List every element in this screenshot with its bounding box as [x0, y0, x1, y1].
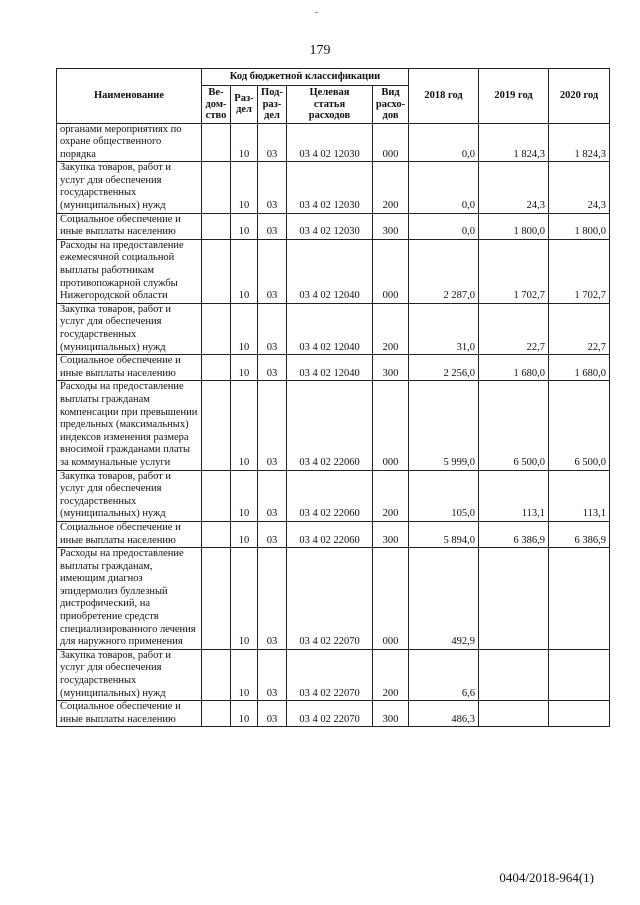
- table-row: [57, 381, 610, 470]
- row-razdel-cell: 10: [231, 649, 258, 700]
- row-target-article-cell: 03 4 02 22060: [287, 521, 373, 547]
- row-2019-cell: 1 824,3: [479, 123, 549, 162]
- row-razdel-cell: 10: [231, 303, 258, 354]
- row-vedomstvo-cell: [202, 701, 231, 727]
- row-2020-cell: 113,1: [549, 470, 610, 521]
- row-2019-cell: [479, 649, 549, 700]
- row-2018-cell: 31,0: [409, 303, 479, 354]
- row-2018-cell: 5 894,0: [409, 521, 479, 547]
- row-podrazdel-cell: 03: [258, 381, 287, 470]
- row-name-cell: Социальное обеспечение и иные выплаты населению: [57, 355, 202, 381]
- row-name-cell: Социальное обеспечение и иные выплаты населению: [57, 213, 202, 239]
- header-2018: 2018 год: [409, 69, 479, 124]
- row-2018-cell: 2 287,0: [409, 239, 479, 303]
- header-vedomstvo: Ве- дом- ство: [202, 86, 231, 124]
- row-2019-cell: 1 702,7: [479, 239, 549, 303]
- row-2018-cell: 0,0: [409, 213, 479, 239]
- row-name-cell: Закупка товаров, работ и услуг для обеспечения государственных (муниципальных) нужд: [57, 470, 202, 521]
- row-expense-type-cell: 000: [373, 239, 409, 303]
- row-vedomstvo-cell: [202, 470, 231, 521]
- row-vedomstvo-cell: [202, 649, 231, 700]
- row-vedomstvo-cell: [202, 548, 231, 650]
- header-razdel: Раз- дел: [231, 86, 258, 124]
- row-razdel-cell: 10: [231, 701, 258, 727]
- row-target-article-cell: 03 4 02 22060: [287, 470, 373, 521]
- row-2020-cell: 22,7: [549, 303, 610, 354]
- row-expense-type-cell: 200: [373, 303, 409, 354]
- row-name-cell: Расходы на предоставление выплаты гражданам компенсации при превышении предельных (максимальных) индексов изменения размера вносимой гражданами платы за коммунальные услуги: [57, 381, 202, 470]
- row-podrazdel-cell: 03: [258, 303, 287, 354]
- row-razdel-cell: 10: [231, 355, 258, 381]
- row-2018-cell: 105,0: [409, 470, 479, 521]
- header-2020: 2020 год: [549, 69, 610, 124]
- table-header: [57, 69, 610, 124]
- row-podrazdel-cell: 03: [258, 470, 287, 521]
- row-vedomstvo-cell: [202, 162, 231, 213]
- row-podrazdel-cell: 03: [258, 123, 287, 162]
- row-podrazdel-cell: 03: [258, 213, 287, 239]
- row-target-article-cell: 03 4 02 12040: [287, 239, 373, 303]
- row-target-article-cell: 03 4 02 12040: [287, 355, 373, 381]
- row-2020-cell: 6 500,0: [549, 381, 610, 470]
- header-budget-classification: Код бюджетной классификации: [202, 69, 409, 86]
- table-row: [57, 162, 610, 213]
- row-target-article-cell: 03 4 02 22060: [287, 381, 373, 470]
- table-row: [57, 701, 610, 727]
- row-razdel-cell: 10: [231, 521, 258, 547]
- header-target-article: Целевая статья расходов: [287, 86, 373, 124]
- row-podrazdel-cell: 03: [258, 649, 287, 700]
- row-2018-cell: 486,3: [409, 701, 479, 727]
- row-2018-cell: 0,0: [409, 162, 479, 213]
- row-target-article-cell: 03 4 02 12030: [287, 123, 373, 162]
- row-vedomstvo-cell: [202, 303, 231, 354]
- row-2020-cell: 1 702,7: [549, 239, 610, 303]
- row-target-article-cell: 03 4 02 22070: [287, 548, 373, 650]
- row-2020-cell: [549, 701, 610, 727]
- row-razdel-cell: 10: [231, 123, 258, 162]
- row-vedomstvo-cell: [202, 213, 231, 239]
- row-2019-cell: 6 500,0: [479, 381, 549, 470]
- scan-speck: [315, 12, 318, 13]
- row-expense-type-cell: 200: [373, 649, 409, 700]
- row-target-article-cell: 03 4 02 12030: [287, 162, 373, 213]
- row-expense-type-cell: 300: [373, 701, 409, 727]
- row-podrazdel-cell: 03: [258, 355, 287, 381]
- row-target-article-cell: 03 4 02 22070: [287, 649, 373, 700]
- row-razdel-cell: 10: [231, 239, 258, 303]
- row-2019-cell: 1 680,0: [479, 355, 549, 381]
- row-expense-type-cell: 000: [373, 548, 409, 650]
- row-2018-cell: 2 256,0: [409, 355, 479, 381]
- row-podrazdel-cell: 03: [258, 162, 287, 213]
- row-name-cell: Закупка товаров, работ и услуг для обеспечения государственных (муниципальных) нужд: [57, 303, 202, 354]
- header-expense-type: Вид расхо- дов: [373, 86, 409, 124]
- row-2019-cell: 22,7: [479, 303, 549, 354]
- row-name-cell: Социальное обеспечение и иные выплаты населению: [57, 701, 202, 727]
- row-2020-cell: 6 386,9: [549, 521, 610, 547]
- row-expense-type-cell: 300: [373, 213, 409, 239]
- table-row: [57, 123, 610, 162]
- row-target-article-cell: 03 4 02 12040: [287, 303, 373, 354]
- row-target-article-cell: 03 4 02 22070: [287, 701, 373, 727]
- table-row: [57, 649, 610, 700]
- row-expense-type-cell: 300: [373, 521, 409, 547]
- row-name-cell: Расходы на предоставление ежемесячной социальной выплаты работникам противопожарной службы Нижегородской области: [57, 239, 202, 303]
- row-2019-cell: [479, 701, 549, 727]
- table-row: [57, 239, 610, 303]
- row-name-cell: органами мероприятиях по охране общественного порядка: [57, 123, 202, 162]
- row-podrazdel-cell: 03: [258, 548, 287, 650]
- document-code: 0404/2018-964(1): [499, 870, 594, 885]
- row-name-cell: Социальное обеспечение и иные выплаты населению: [57, 521, 202, 547]
- row-expense-type-cell: 000: [373, 123, 409, 162]
- row-2018-cell: 492,9: [409, 548, 479, 650]
- row-expense-type-cell: 300: [373, 355, 409, 381]
- row-2020-cell: 1 680,0: [549, 355, 610, 381]
- row-2019-cell: 1 800,0: [479, 213, 549, 239]
- row-razdel-cell: 10: [231, 213, 258, 239]
- row-2018-cell: 5 999,0: [409, 381, 479, 470]
- table-row: [57, 470, 610, 521]
- row-2020-cell: [549, 548, 610, 650]
- row-2019-cell: 113,1: [479, 470, 549, 521]
- row-2018-cell: 6,6: [409, 649, 479, 700]
- row-expense-type-cell: 200: [373, 470, 409, 521]
- row-2019-cell: [479, 548, 549, 650]
- row-expense-type-cell: 200: [373, 162, 409, 213]
- table-body: [57, 123, 610, 727]
- table-row: [57, 213, 610, 239]
- row-podrazdel-cell: 03: [258, 701, 287, 727]
- table-row: [57, 355, 610, 381]
- row-vedomstvo-cell: [202, 239, 231, 303]
- row-name-cell: Закупка товаров, работ и услуг для обеспечения государственных (муниципальных) нужд: [57, 162, 202, 213]
- table-row: [57, 303, 610, 354]
- table-row: [57, 521, 610, 547]
- row-vedomstvo-cell: [202, 355, 231, 381]
- row-razdel-cell: 10: [231, 162, 258, 213]
- row-podrazdel-cell: 03: [258, 521, 287, 547]
- table-row: [57, 548, 610, 650]
- row-2020-cell: [549, 649, 610, 700]
- row-razdel-cell: 10: [231, 470, 258, 521]
- row-name-cell: Закупка товаров, работ и услуг для обеспечения государственных (муниципальных) нужд: [57, 649, 202, 700]
- row-2018-cell: 0,0: [409, 123, 479, 162]
- row-vedomstvo-cell: [202, 123, 231, 162]
- budget-table: [56, 68, 610, 727]
- row-name-cell: Расходы на предоставление выплаты гражданам, имеющим диагноз эпидермолиз буллезный дистрофический, на приобретение средств специализированного лечения для наружного применения: [57, 548, 202, 650]
- row-2019-cell: 6 386,9: [479, 521, 549, 547]
- header-2019: 2019 год: [479, 69, 549, 124]
- row-razdel-cell: 10: [231, 381, 258, 470]
- row-podrazdel-cell: 03: [258, 239, 287, 303]
- row-vedomstvo-cell: [202, 521, 231, 547]
- row-vedomstvo-cell: [202, 381, 231, 470]
- row-2020-cell: 1 824,3: [549, 123, 610, 162]
- row-2020-cell: 1 800,0: [549, 213, 610, 239]
- header-podrazdel: Под- раз- дел: [258, 86, 287, 124]
- page-number: 179: [309, 43, 331, 58]
- row-2019-cell: 24,3: [479, 162, 549, 213]
- row-2020-cell: 24,3: [549, 162, 610, 213]
- row-expense-type-cell: 000: [373, 381, 409, 470]
- header-name: Наименование: [57, 69, 202, 124]
- row-target-article-cell: 03 4 02 12030: [287, 213, 373, 239]
- row-razdel-cell: 10: [231, 548, 258, 650]
